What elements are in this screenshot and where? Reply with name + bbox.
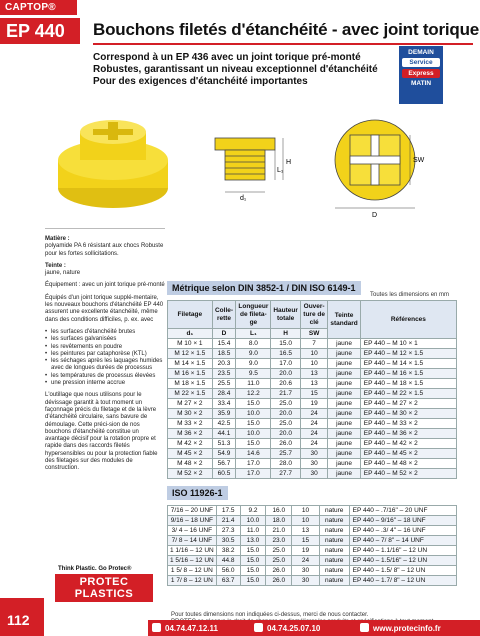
table-cell: 17.5	[216, 506, 240, 516]
table-cell: 25.0	[266, 546, 292, 556]
col-header: Colle-rette	[212, 301, 236, 329]
table-cell: jaune	[328, 369, 360, 379]
table-cell: EP 440 – M 22 × 1.5	[360, 389, 456, 399]
page-number: 112	[0, 598, 44, 636]
table-cell: jaune	[328, 429, 360, 439]
table-cell: 24	[300, 429, 327, 439]
col-symbol: D	[212, 329, 236, 339]
table-cell: M 18 × 1.5	[168, 379, 213, 389]
metric-section-title: Métrique selon DIN 3852-1 / DIN ISO 6149-1	[167, 281, 361, 295]
table-row	[168, 429, 457, 439]
table-cell: 28.4	[212, 389, 236, 399]
table-cell: 25.0	[271, 399, 301, 409]
table-cell: M 14 × 1.5	[168, 359, 213, 369]
table-cell: 56.7	[212, 459, 236, 469]
table-cell: 7/16 – 20 UNF	[168, 506, 217, 516]
table-cell: 15.0	[240, 556, 266, 566]
brand-label: CAPTOP®	[0, 0, 77, 15]
table-cell: M 42 × 2	[168, 439, 213, 449]
table-cell: 7/ 8 – 14 UNF	[168, 536, 217, 546]
table-cell: 35.9	[212, 409, 236, 419]
table-cell: 7	[300, 339, 327, 349]
table-cell: 9.0	[236, 359, 271, 369]
col-header: Filetage	[168, 301, 213, 329]
table-cell: 10.0	[236, 409, 271, 419]
table-cell: M 16 × 1.5	[168, 369, 213, 379]
table-row	[168, 349, 457, 359]
table-cell: EP 440 – M 18 × 1.5	[360, 379, 456, 389]
feature-item: • les peintures par cataphorèse (KTL)	[45, 351, 165, 358]
table-cell: EP 440 – M 27 × 2	[360, 399, 456, 409]
logo-line: PROTEC	[79, 576, 129, 588]
table-cell: 42.5	[212, 419, 236, 429]
table-cell: 1 7/ 8 – 12 UN	[168, 576, 217, 586]
table-cell: 13	[300, 379, 327, 389]
table-row	[168, 439, 457, 449]
table-cell: EP 440 – 7/ 8" – 14 UNF	[349, 536, 456, 546]
table-cell: 17.0	[271, 359, 301, 369]
product-description	[45, 236, 165, 478]
table-cell: EP 440 – 1.7/ 8" – 12 UN	[349, 576, 456, 586]
table-cell: 24	[292, 556, 320, 566]
table-cell: EP 440 – 1.5/ 8" – 12 UN	[349, 566, 456, 576]
badge-line: Express	[402, 69, 440, 78]
table-cell: 13.0	[240, 536, 266, 546]
table-cell: EP 440 – M 16 × 1.5	[360, 369, 456, 379]
table-cell: 25.7	[271, 449, 301, 459]
table-cell: jaune	[328, 469, 360, 479]
table-cell: jaune	[328, 359, 360, 369]
table-cell: 12.2	[236, 389, 271, 399]
table-cell: EP 440 – 1.5/16" – 12 UN	[349, 556, 456, 566]
page-title: Bouchons filetés d'étanchéité - avec joint torique	[93, 20, 480, 39]
iso-section-title: ISO 11926-1	[167, 486, 228, 500]
phone-icon	[152, 623, 161, 632]
badge-line: Service	[402, 58, 440, 67]
description-paragraph: L'outillage que nous utilisons pour le dévissage garantit à tout moment un façonnage précis du filetage et de la lèvre d'étanchéité circulaire, sans bavure de démoulage. Cette préci-sion de nos bouchons d'étanchéité constitue un avantage décisif pour la rotation propre et rapide dans des raccords filetés hypersensibles ou pour la protection fiable des filetages sur des modules de construction.	[45, 392, 158, 472]
table-row	[168, 399, 457, 409]
title-divider	[93, 43, 473, 45]
iso-table	[167, 505, 457, 586]
table-cell: 15.0	[236, 419, 271, 429]
table-cell: 15.0	[240, 546, 266, 556]
table-cell: 9.2	[240, 506, 266, 516]
table-cell: jaune	[328, 379, 360, 389]
table-row	[168, 566, 457, 576]
table-cell: M 45 × 2	[168, 449, 213, 459]
intro-line: Robustes, garantissant un niveau exceptionnel d'étanchéité	[93, 64, 378, 75]
table-cell: nature	[319, 576, 349, 586]
dim-d-label: D	[372, 212, 378, 219]
table-row	[168, 576, 457, 586]
feature-item: • une pression interne accrue	[45, 380, 165, 387]
table-cell: 1 1/16 – 12 UN	[168, 546, 217, 556]
table-cell: EP 440 – .3/ 4" – 16 UNF	[349, 526, 456, 536]
table-cell: 28.0	[271, 459, 301, 469]
description-paragraph: Équipés d'un joint torique supplé-mentaire, les nouveaux bouchons d'étanchéité EP 440 assurent une excellente étanchéité, même dans des conditions difficiles, p. ex. avec	[45, 294, 164, 323]
table-cell: 1 5/ 8 – 12 UN	[168, 566, 217, 576]
table-cell: 38.2	[216, 546, 240, 556]
col-header: Teinte standard	[328, 301, 360, 339]
table-cell: jaune	[328, 339, 360, 349]
table-cell: 15	[300, 389, 327, 399]
web-contact	[360, 623, 441, 633]
table-cell: 10.0	[240, 516, 266, 526]
table-cell: EP 440 – M 52 × 2	[360, 469, 456, 479]
feature-item: • les revêtements en poudre	[45, 344, 165, 351]
table-cell: 15	[292, 536, 320, 546]
table-cell: M 10 × 1	[168, 339, 213, 349]
footnote-line: Pour toutes dimensions non indiquées ci-dessus, merci de nous contacter.	[171, 612, 369, 618]
table-cell: M 27 × 2	[168, 399, 213, 409]
table-row	[168, 536, 457, 546]
table-cell: 44.1	[212, 429, 236, 439]
table-cell: 16.5	[271, 349, 301, 359]
table-cell: nature	[319, 536, 349, 546]
table-cell: 11.0	[236, 379, 271, 389]
material-title: Matière :	[45, 236, 70, 242]
dim-l1-label: L₁	[277, 167, 284, 174]
col-symbol: d₁	[168, 329, 213, 339]
table-cell: jaune	[328, 409, 360, 419]
tint-text: jaune, nature	[45, 270, 81, 277]
table-row	[168, 409, 457, 419]
table-cell: 13	[292, 526, 320, 536]
table-cell: 18.5	[212, 349, 236, 359]
table-cell: 15.0	[240, 566, 266, 576]
table-cell: 15.0	[240, 576, 266, 586]
metric-table	[167, 300, 457, 479]
feature-item: • les séchages après les laquages humides avec de longues durées de processus	[45, 358, 165, 373]
table-cell: 11.0	[240, 526, 266, 536]
table-cell: 15.4	[212, 339, 236, 349]
table-cell: 27.3	[216, 526, 240, 536]
table-cell: 15.0	[236, 399, 271, 409]
table-cell: 25.5	[212, 379, 236, 389]
table-cell: M 33 × 2	[168, 419, 213, 429]
intro-line: Correspond à un EP 436 avec un joint torique pré-monté	[93, 52, 361, 63]
table-cell: EP 440 – 9/16" – 18 UNF	[349, 516, 456, 526]
table-cell: jaune	[328, 439, 360, 449]
table-cell: EP 440 – M 36 × 2	[360, 429, 456, 439]
table-cell: M 30 × 2	[168, 409, 213, 419]
badge-line: MATIN	[410, 80, 432, 87]
material-text: polyamide PA 6 résistant aux chocs Robuste pour les fortes sollicitations.	[45, 243, 164, 257]
fax-number: 04.74.25.07.10	[267, 624, 321, 633]
col-symbol: H	[271, 329, 301, 339]
table-cell: 24	[300, 439, 327, 449]
slogan: Think Plastic. Go Protec®	[58, 566, 132, 572]
table-cell: jaune	[328, 349, 360, 359]
table-cell: 51.3	[212, 439, 236, 449]
table-cell: 15.0	[271, 339, 301, 349]
table-cell: EP 440 – M 30 × 2	[360, 409, 456, 419]
dim-d1-label: d₁	[240, 195, 247, 202]
plug-photo	[58, 120, 168, 208]
globe-icon	[360, 623, 369, 632]
table-cell: 21.0	[266, 526, 292, 536]
table-cell: 26.0	[271, 439, 301, 449]
table-cell: M 12 × 1.5	[168, 349, 213, 359]
table-row	[168, 379, 457, 389]
col-header: Longueur de fileta-ge	[236, 301, 271, 329]
table-cell: 19	[300, 399, 327, 409]
table-row	[168, 506, 457, 516]
table-row	[168, 369, 457, 379]
table-cell: 17.0	[236, 469, 271, 479]
table-cell: 18.0	[266, 516, 292, 526]
table-cell: EP 440 – M 48 × 2	[360, 459, 456, 469]
table-cell: 56.0	[216, 566, 240, 576]
table-cell: 44.8	[216, 556, 240, 566]
protec-logo	[55, 574, 153, 602]
tint-block	[45, 263, 165, 278]
phone-number: 04.74.47.12.11	[165, 624, 218, 633]
table-row	[168, 546, 457, 556]
col-symbol: SW	[300, 329, 327, 339]
table-cell: M 52 × 2	[168, 469, 213, 479]
table-cell: 20.0	[271, 409, 301, 419]
table-cell: 20.3	[212, 359, 236, 369]
table-cell: 60.5	[212, 469, 236, 479]
table-cell: 10	[300, 359, 327, 369]
feature-item: • les températures de processus élevées	[45, 373, 165, 380]
table-cell: 20.0	[271, 429, 301, 439]
table-cell: jaune	[328, 399, 360, 409]
top-view-drawing	[335, 120, 415, 200]
table-cell: 30	[300, 449, 327, 459]
feature-item: • les surfaces d'étanchéité brutes	[45, 329, 165, 336]
table-cell: 21.4	[216, 516, 240, 526]
phone-contact	[152, 623, 218, 633]
table-cell: 3/ 4 – 16 UNF	[168, 526, 217, 536]
metric-rows	[168, 339, 457, 479]
table-cell: 10	[300, 349, 327, 359]
table-cell: 9/16 – 18 UNF	[168, 516, 217, 526]
website-link[interactable]: www.protecinfo.fr	[373, 624, 441, 633]
side-view-drawing	[215, 138, 275, 180]
table-header	[168, 301, 457, 329]
table-cell: 20.0	[271, 369, 301, 379]
table-cell: 9.0	[236, 349, 271, 359]
table-cell: 1 5/16 – 12 UN	[168, 556, 217, 566]
table-row	[168, 389, 457, 399]
table-row	[168, 419, 457, 429]
table-cell: 30.5	[216, 536, 240, 546]
badge-line: DEMAIN	[408, 49, 434, 56]
table-cell: EP 440 – M 42 × 2	[360, 439, 456, 449]
table-cell: 54.9	[212, 449, 236, 459]
table-row	[168, 556, 457, 566]
table-cell: nature	[319, 526, 349, 536]
table-cell: 10.0	[236, 429, 271, 439]
table-cell: 30	[292, 576, 320, 586]
table-cell: EP 440 – M 10 × 1	[360, 339, 456, 349]
table-cell: 14.6	[236, 449, 271, 459]
table-cell: 24	[300, 419, 327, 429]
table-cell: 33.4	[212, 399, 236, 409]
table-cell: 20.6	[271, 379, 301, 389]
table-cell: 19	[292, 546, 320, 556]
feature-list	[45, 329, 165, 387]
product-illustration	[45, 100, 475, 225]
intro-line: Pour des exigences d'étanchéité importantes	[93, 76, 308, 87]
table-cell: 23.5	[212, 369, 236, 379]
table-row	[168, 516, 457, 526]
table-cell: EP 440 – M 45 × 2	[360, 449, 456, 459]
col-header: Ouver-ture de clé	[300, 301, 327, 329]
table-cell: 9.5	[236, 369, 271, 379]
feature-item: • les surfaces galvanisées	[45, 336, 165, 343]
table-cell: 8.0	[236, 339, 271, 349]
table-cell: 24	[300, 409, 327, 419]
dim-h-label: H	[286, 159, 292, 166]
table-cell: 15.0	[236, 439, 271, 449]
equipment-text: Équipement : avec un joint torique pré-monté	[45, 282, 165, 289]
table-row	[168, 459, 457, 469]
iso-rows	[168, 506, 457, 586]
intro-text	[93, 52, 378, 88]
table-cell: EP 440 – M 14 × 1.5	[360, 359, 456, 369]
table-cell: EP 440 – 1.1/16" – 12 UN	[349, 546, 456, 556]
table-cell: 63.7	[216, 576, 240, 586]
table-cell: jaune	[328, 419, 360, 429]
table-cell: M 36 × 2	[168, 429, 213, 439]
table-cell: 30	[292, 566, 320, 576]
table-cell: 26.0	[266, 576, 292, 586]
dim-sw-label: SW	[413, 157, 425, 164]
table-cell: 10	[292, 516, 320, 526]
table-cell: 17.0	[236, 459, 271, 469]
table-row	[168, 526, 457, 536]
table-cell: nature	[319, 566, 349, 576]
table-cell: jaune	[328, 449, 360, 459]
table-row	[168, 469, 457, 479]
product-code: EP 440	[0, 18, 80, 44]
table-cell: jaune	[328, 389, 360, 399]
sidebar-divider	[45, 228, 165, 229]
table-cell: 30	[300, 459, 327, 469]
col-header: Références	[360, 301, 456, 339]
col-header: Hauteur totale	[271, 301, 301, 329]
table-cell: nature	[319, 556, 349, 566]
table-cell: 26.0	[266, 566, 292, 576]
table-cell: M 48 × 2	[168, 459, 213, 469]
table-cell: EP 440 – M 33 × 2	[360, 419, 456, 429]
table-cell: jaune	[328, 459, 360, 469]
table-cell: 27.7	[271, 469, 301, 479]
fax-contact	[254, 623, 320, 633]
table-row	[168, 449, 457, 459]
table-cell: 13	[300, 369, 327, 379]
logo-line: PLASTICS	[74, 588, 134, 600]
table-cell: M 22 × 1.5	[168, 389, 213, 399]
table-cell: nature	[319, 506, 349, 516]
table-cell: 10	[292, 506, 320, 516]
col-symbol: L₁	[236, 329, 271, 339]
table-cell: 30	[300, 469, 327, 479]
contact-bar	[148, 620, 480, 636]
fax-icon	[254, 623, 263, 632]
table-cell: 25.0	[271, 419, 301, 429]
table-cell: 21.7	[271, 389, 301, 399]
table-cell: 25.0	[266, 556, 292, 566]
express-service-badge	[399, 46, 443, 104]
dimensions-note: Toutes les dimensions en mm	[370, 292, 450, 298]
table-cell: 23.0	[266, 536, 292, 546]
table-cell: nature	[319, 516, 349, 526]
table-cell: EP 440 – .7/16" – 20 UNF	[349, 506, 456, 516]
table-row	[168, 339, 457, 349]
table-cell: EP 440 – M 12 × 1.5	[360, 349, 456, 359]
table-row	[168, 359, 457, 369]
material-block	[45, 236, 165, 258]
table-cell: 16.0	[266, 506, 292, 516]
tint-title: Teinte :	[45, 262, 66, 269]
table-cell: nature	[319, 546, 349, 556]
